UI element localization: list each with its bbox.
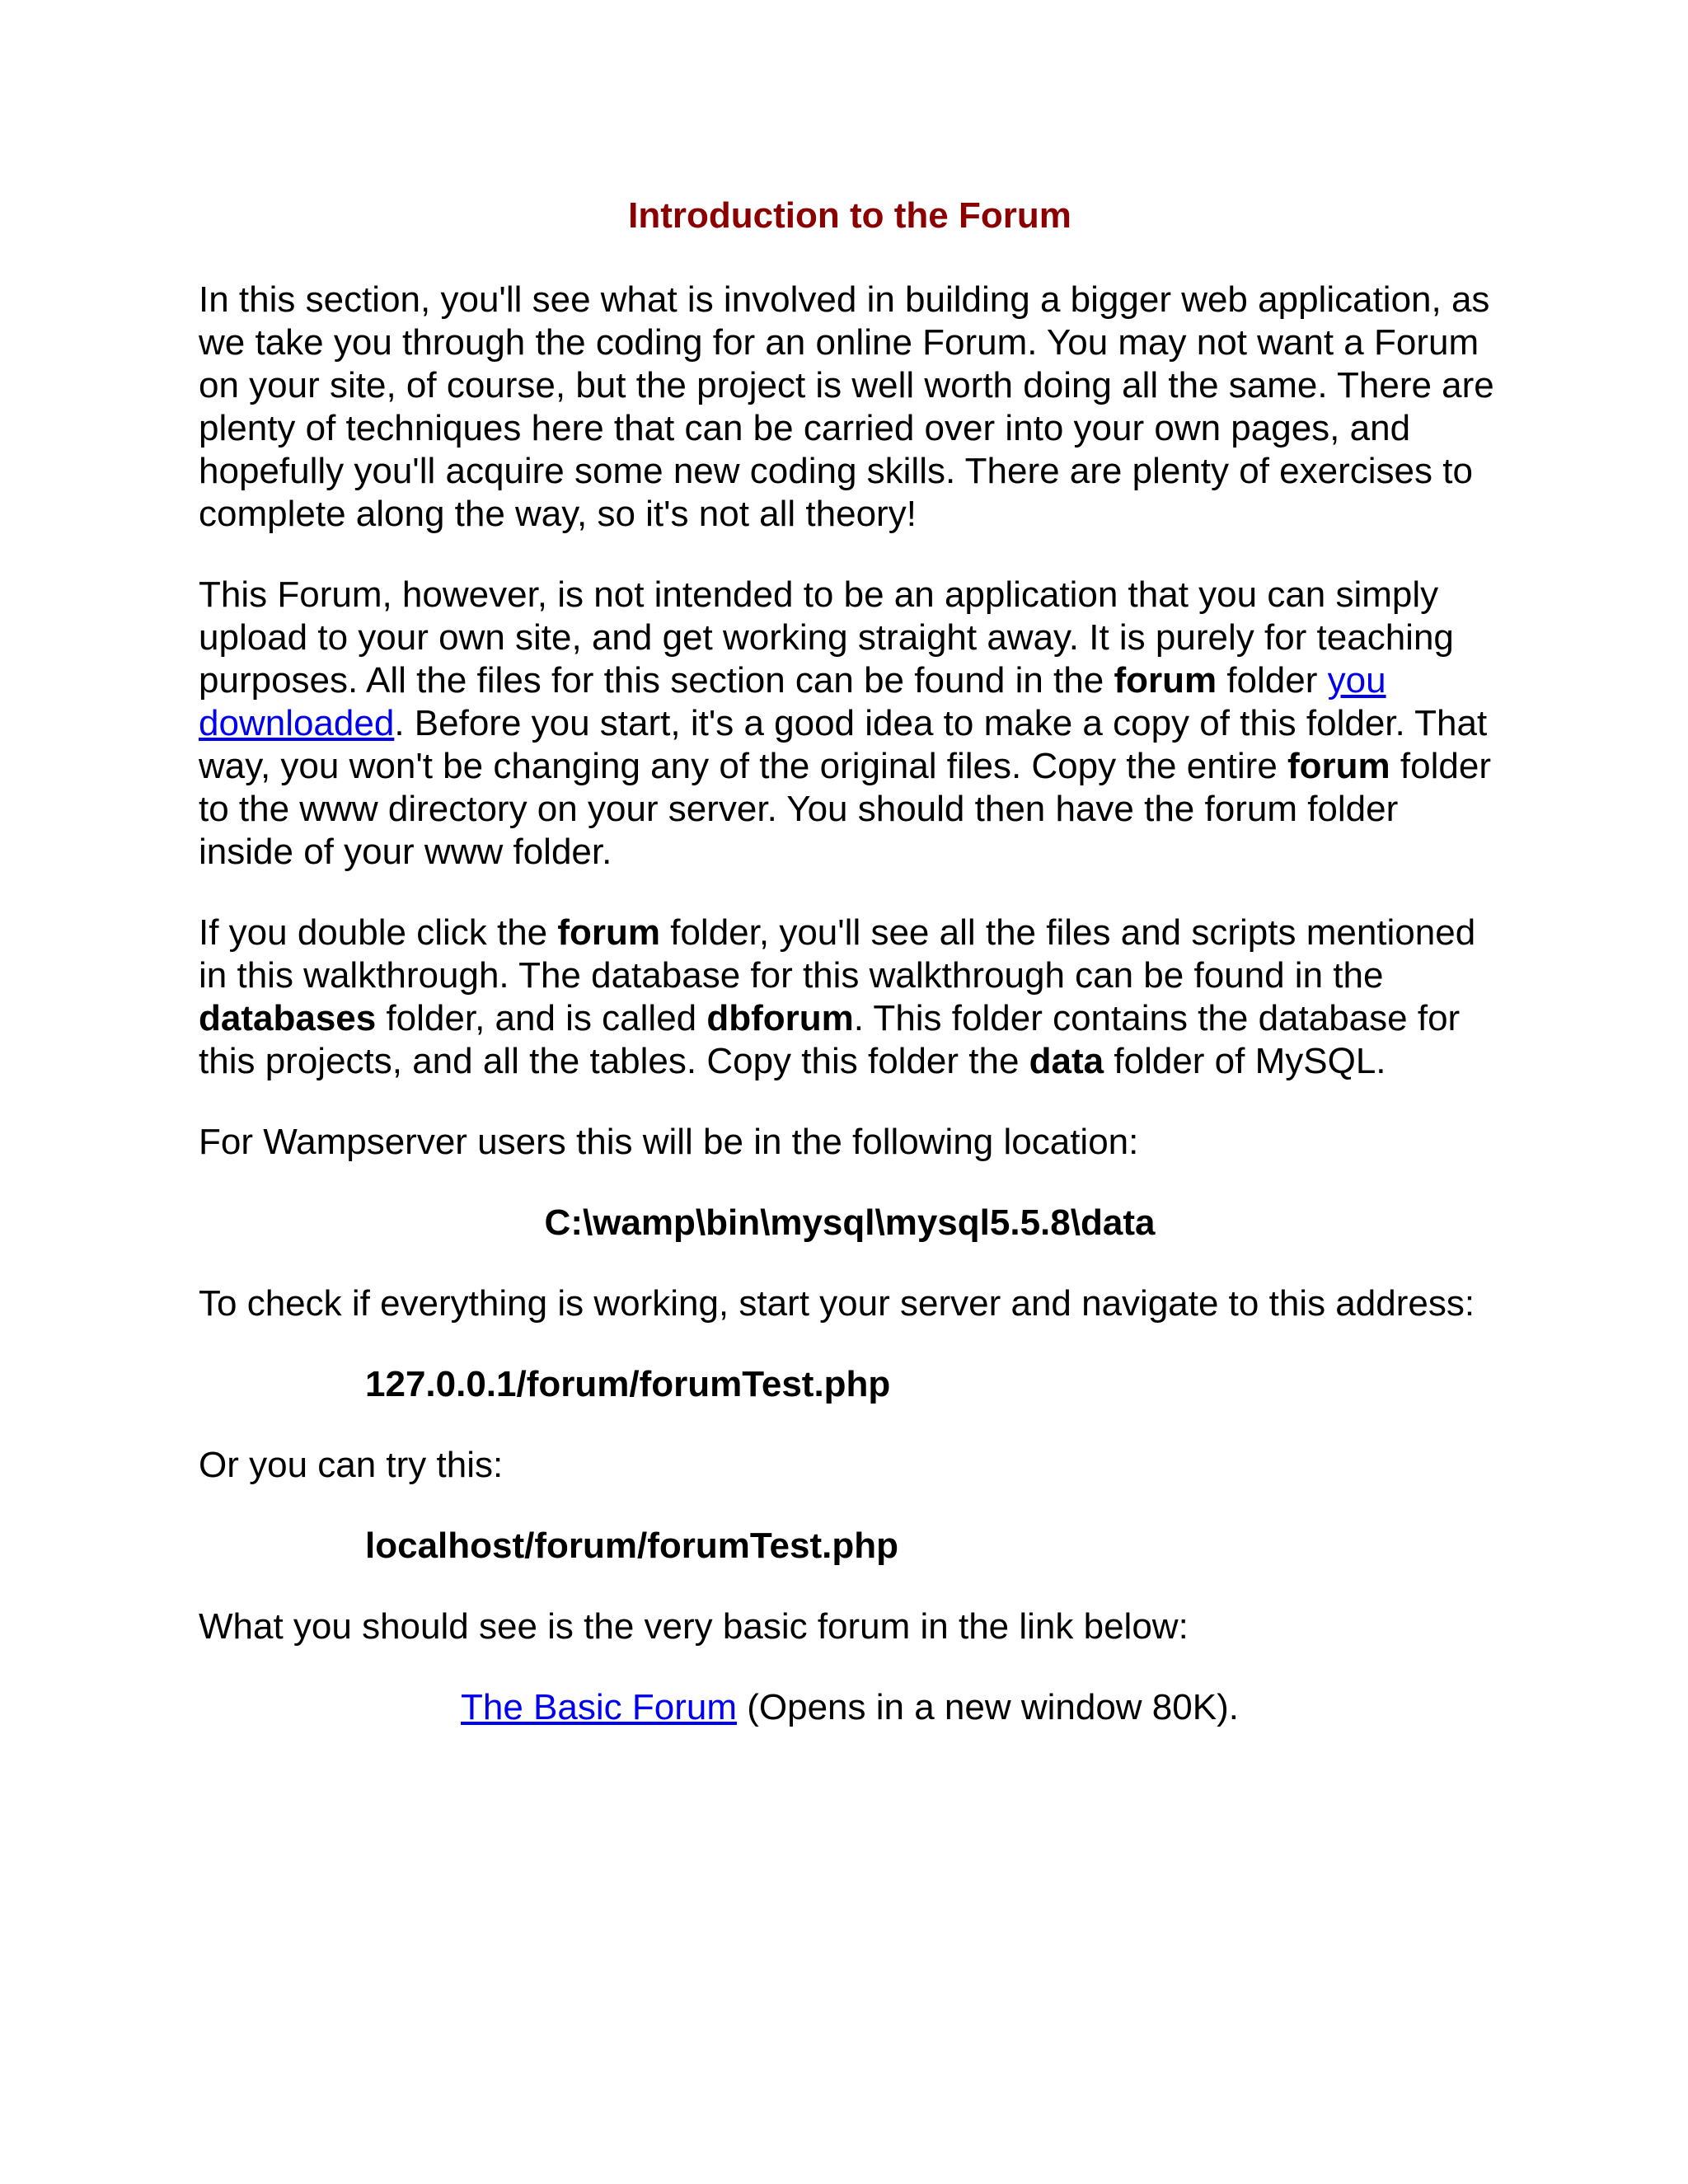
page-title: Introduction to the Forum — [628, 195, 1071, 236]
intro-paragraph: In this section, you'll see what is involved in building a bigger web application, as we take you through the coding for an online Forum. You may not want a Forum on your site, of course, but the project is well worth doing all the same. There are plenty of techniques here that can be carried over into your own pages, and hopefully you'll acquire some new coding skills. There are plenty of exercises to complete along the way, so it's not all theory! — [199, 279, 1494, 534]
bold-forum: forum — [557, 912, 661, 953]
database-paragraph — [199, 912, 1501, 1083]
text: . Before you start, it's a good idea to make a copy of this folder. That way, you won't be changing any of the original files. Copy the entire — [199, 703, 1488, 786]
check-paragraph: To check if everything is working, start your server and navigate to this address: — [199, 1283, 1475, 1324]
text: If you double click the — [199, 912, 558, 953]
basic-forum-line — [199, 1686, 1501, 1729]
see-paragraph: What you should see is the very basic forum in the link below: — [199, 1606, 1189, 1647]
bold-forum: forum — [1287, 746, 1390, 786]
bold-databases: databases — [199, 998, 377, 1038]
alternative-paragraph: Or you can try this: — [199, 1445, 504, 1485]
text: (Opens in a new window 80K). — [737, 1687, 1239, 1727]
text: folder to the www directory on your server. You should then have the forum folder inside of your www folder. — [199, 746, 1491, 872]
text: folder, you'll see all the files and scripts mentioned in this walkthrough. The database for this walkthrough can be found in the — [199, 912, 1476, 996]
document-page — [199, 191, 1501, 1767]
files-paragraph — [199, 574, 1501, 874]
bold-dbforum: dbforum — [706, 998, 854, 1038]
basic-forum-link[interactable]: The Basic Forum — [461, 1687, 737, 1727]
bold-forum: forum — [1114, 660, 1217, 701]
text: This Forum, however, is not intended to be an application that you can simply upload to your own site, and get working straight away. It is purely for teaching purposes. All the files for this section can be found in the — [199, 574, 1454, 701]
address-localhost: localhost/forum/forumTest.php — [365, 1526, 898, 1566]
mysql-data-path: C:\wamp\bin\mysql\mysql5.5.8\data — [544, 1202, 1156, 1243]
text: folder — [1217, 660, 1328, 701]
text: folder of MySQL. — [1104, 1041, 1386, 1081]
text: . This folder contains the database for this projects, and all the tables. Copy this folder the — [199, 998, 1461, 1081]
address-127: 127.0.0.1/forum/forumTest.php — [365, 1364, 891, 1404]
you-downloaded-link[interactable]: you downloaded — [199, 660, 1386, 743]
bold-data: data — [1029, 1041, 1104, 1081]
text: folder, and is called — [376, 998, 707, 1038]
wampserver-paragraph: For Wampserver users this will be in the following location: — [199, 1122, 1139, 1162]
